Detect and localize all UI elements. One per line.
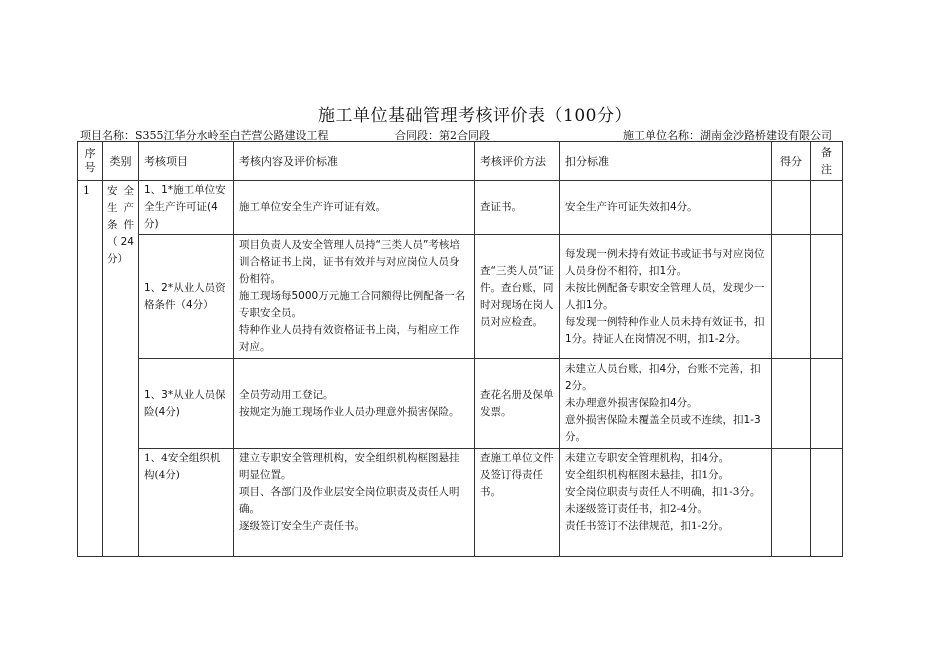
row-4-item: 1、4安全组织机构(4分) (139, 449, 234, 557)
row-4-method: 查施工单位文件及签订得责任书。 (475, 449, 560, 557)
deduction-line: 未建立专职安全管理机构，扣4分。 (565, 452, 730, 464)
row-4-score (772, 449, 811, 557)
group-category: 安全生产条件（24分） (103, 181, 139, 557)
row-3-method: 查花名册及保单发票。 (475, 359, 560, 449)
construction-unit: 施工单位名称：湖南金沙路桥建设有限公司 (623, 129, 832, 142)
row-2-score (772, 235, 811, 359)
group-seq: 1 (78, 181, 103, 557)
row-1-method: 查证书。 (475, 181, 560, 235)
deduction-line: 意外损害保险未覆盖全员或不连续，扣1-3分。 (565, 414, 761, 443)
table-row (78, 235, 843, 359)
deduction-line: 未按比例配备专职安全管理人员，发现少一人扣1分。 (565, 281, 765, 311)
row-2-content (234, 235, 475, 359)
deduction-line: 责任书签订不法律规范，扣1-2分。 (565, 520, 729, 532)
deduction-line: 安全生产许可证失效扣4分。 (565, 201, 698, 213)
content-line: 项目、各部门及作业层安全岗位职责及责任人明确。 (239, 486, 460, 515)
deduction-line: 未逐级签订责任书，扣2-4分。 (565, 503, 708, 515)
header-score: 得分 (772, 142, 811, 181)
content-line: 特种作业人员持有效资格证书上岗，与相应工作对应。 (239, 324, 460, 353)
content-line: 逐级签订安全生产责任书。 (239, 520, 365, 532)
row-4-content (234, 449, 475, 557)
content-line: 施工现场每5000万元施工合同额得比例配备一名专职安全员。 (239, 290, 466, 319)
row-2-remark (811, 235, 843, 359)
deduction-line: 安全组织机构框图未悬挂，扣1分。 (565, 469, 730, 481)
table-row (78, 359, 843, 449)
deduction-line: 未办理意外损害保险扣4分。 (565, 397, 698, 409)
row-1-deduction (560, 181, 772, 235)
header-content: 考核内容及评价标准 (234, 142, 475, 181)
row-2-method: 查“三类人员”证件。查台账，同时对现场在岗人员对应检查。 (475, 235, 560, 359)
header-method: 考核评价方法 (475, 142, 560, 181)
header-item: 考核项目 (139, 142, 234, 181)
row-1-score (772, 181, 811, 235)
table-header-row (78, 142, 843, 181)
row-3-score (772, 359, 811, 449)
deduction-line: 安全岗位职责与责任人不明确，扣1-3分。 (565, 486, 761, 498)
row-3-item: 1、3*从业人员保险(4分) (139, 359, 234, 449)
deduction-line: 每发现一例未持有效证书或证书与对应岗位人员身份不相符，扣1分。 (565, 247, 765, 277)
header-deduction: 扣分标准 (560, 142, 772, 181)
row-3-remark (811, 359, 843, 449)
content-line: 按规定为施工现场作业人员办理意外损害保险。 (239, 405, 460, 418)
row-4-remark (811, 449, 843, 557)
header-remark: 备注 (811, 142, 843, 181)
table-row (78, 449, 843, 557)
row-3-deduction (560, 359, 772, 449)
evaluation-table (77, 141, 843, 557)
page-title: 施工单位基础管理考核评价表（100分） (318, 106, 632, 126)
deduction-line: 每发现一例特种作业人员未持有效证书，扣1分。持证人在岗情况不明，扣1-2分。 (565, 315, 765, 345)
row-3-content (234, 359, 475, 449)
content-line: 项目负责人及安全管理人员持“三类人员”考核培训合格证书上岗，证书有效并与对应岗位人员身份相符。 (239, 239, 460, 285)
contract-section: 合同段：第2合同段 (395, 129, 490, 142)
row-2-item: 1、2*从业人员资格条件（4分） (139, 235, 234, 359)
header-category: 类别 (103, 142, 139, 181)
content-line: 全员劳动用工登记。 (239, 388, 334, 401)
row-1-content (234, 181, 475, 235)
row-4-deduction (560, 449, 772, 557)
content-line: 施工单位安全生产许可证有效。 (239, 201, 386, 213)
deduction-line: 未建立人员台账，扣4分，台账不完善，扣2分。 (565, 363, 761, 392)
table-row (78, 181, 843, 235)
row-1-item: 1、1*施工单位安全生产许可证(4分) (139, 181, 234, 235)
content-line: 建立专职安全管理机构，安全组织机构框图悬挂明显位置。 (239, 452, 460, 481)
project-name: 项目名称：S355江华分水岭至白芒营公路建设工程 (80, 129, 329, 142)
row-2-deduction (560, 235, 772, 359)
header-seq: 序号 (78, 142, 103, 181)
row-1-remark (811, 181, 843, 235)
